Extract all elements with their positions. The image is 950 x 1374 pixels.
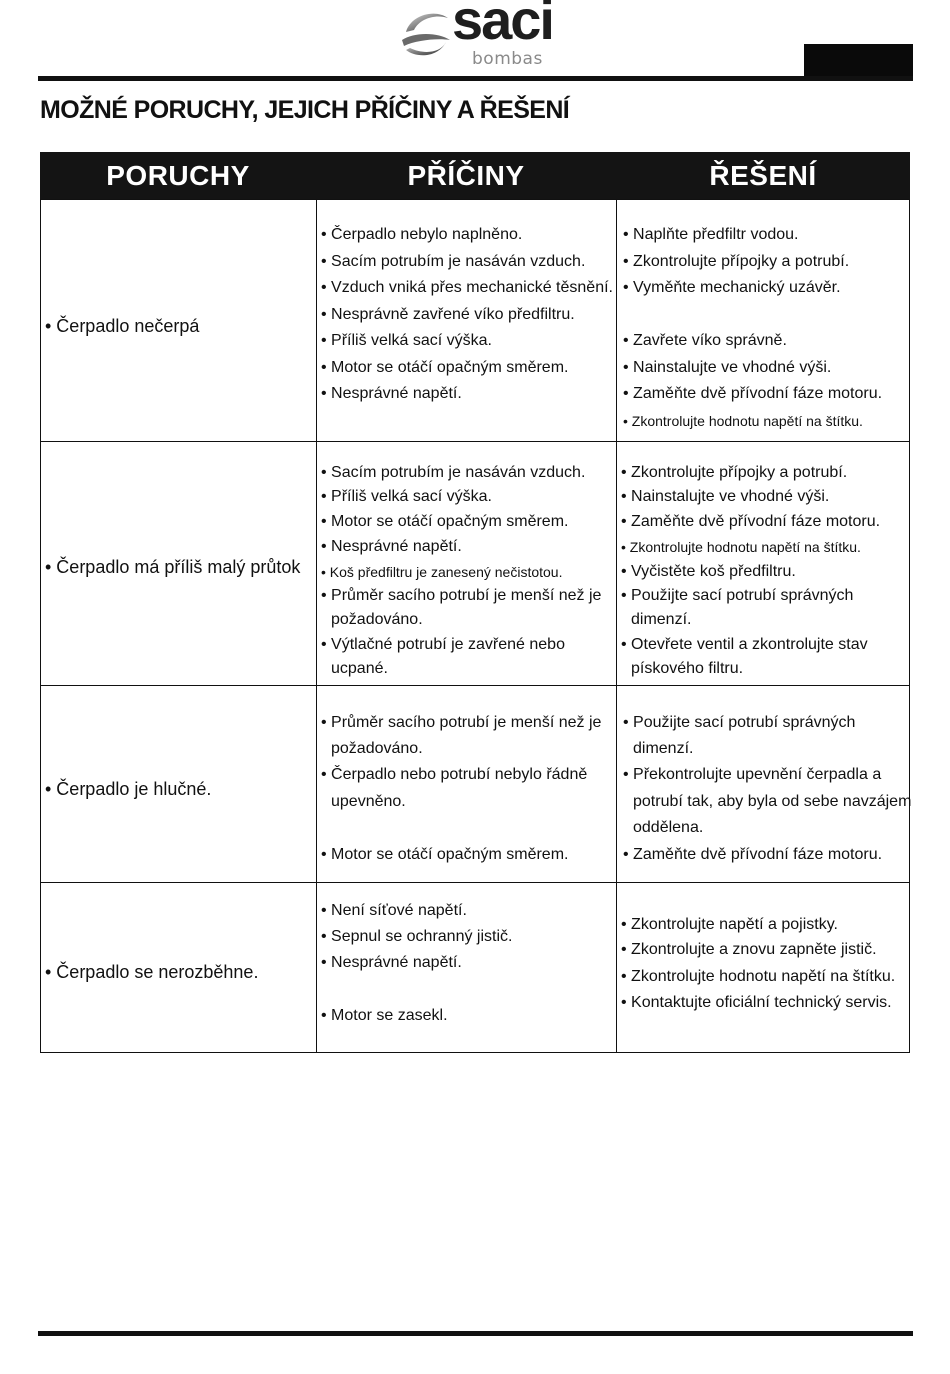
solution-line: • Vyčistěte koš předfiltru.	[621, 563, 796, 580]
solution-line: • Zaměňte dvě přívodní fáze motoru.	[623, 385, 883, 402]
solution-line: • Použijte sací potrubí správných	[623, 714, 856, 731]
cause-line: požadováno.	[331, 611, 423, 628]
solution-line: • Kontaktujte oficiální technický servis.	[621, 994, 892, 1011]
solution-line: potrubí tak, aby byla od sebe navzájem	[633, 793, 912, 810]
cause-line: • Čerpadlo nebo potrubí nebylo řádně	[321, 766, 588, 783]
column-divider	[316, 200, 317, 1052]
troubleshooting-table	[40, 152, 910, 1053]
solution-line: • Zkontrolujte hodnotu napětí na štítku.	[621, 539, 861, 555]
solution-line: • Použijte sací potrubí správných	[621, 587, 854, 604]
header-causes: PŘÍČINY	[407, 160, 525, 191]
cause-line: • Nesprávné napětí.	[321, 538, 462, 555]
fault-cell: • Čerpadlo nečerpá	[45, 316, 200, 336]
column-divider	[616, 200, 617, 1052]
table-header	[40, 152, 910, 199]
cause-line: • Sacím potrubím je nasáván vzduch.	[321, 464, 586, 481]
solution-line: • Zaměňte dvě přívodní fáze motoru.	[623, 846, 883, 863]
cause-line: • Sacím potrubím je nasáván vzduch.	[321, 253, 586, 270]
cause-line: • Koš předfiltru je zanesený nečistotou.	[321, 564, 563, 580]
solution-line: dimenzí.	[633, 740, 694, 757]
solution-line: • Zaměňte dvě přívodní fáze motoru.	[621, 513, 881, 530]
fault-cell: • Čerpadlo se nerozběhne.	[45, 962, 259, 982]
solution-line: • Zkontrolujte hodnotu napětí na štítku.	[623, 413, 863, 429]
cause-line: • Čerpadlo nebylo naplněno.	[321, 226, 523, 243]
cause-line: • Výtlačné potrubí je zavřené nebo	[321, 636, 565, 653]
solution-line: • Zkontrolujte hodnotu napětí na štítku.	[621, 968, 896, 985]
cause-line: upevněno.	[331, 793, 406, 810]
cause-line: • Příliš velká sací výška.	[321, 488, 492, 505]
fault-cell: • Čerpadlo má příliš malý průtok	[45, 557, 301, 577]
cause-line: • Motor se zasekl.	[321, 1007, 448, 1024]
header-rule	[38, 76, 913, 81]
header-faults: PORUCHY	[106, 160, 250, 191]
brand-logo	[400, 0, 553, 70]
fault-cell: • Čerpadlo je hlučné.	[45, 779, 212, 799]
solution-line: pískového filtru.	[631, 660, 744, 677]
cause-line: • Nesprávně zavřené víko předfiltru.	[321, 306, 575, 323]
row-divider	[41, 441, 909, 442]
cause-line: • Příliš velká sací výška.	[321, 332, 492, 349]
solution-line: • Nainstalujte ve vhodné výši.	[621, 488, 830, 505]
solution-line: • Zkontrolujte a znovu zapněte jistič.	[621, 941, 877, 958]
cause-line: • Průměr sacího potrubí je menší než je	[321, 587, 602, 604]
solution-line: oddělena.	[633, 819, 704, 836]
solution-line: • Zavřete víko správně.	[623, 332, 787, 349]
cause-line: • Není síťové napětí.	[321, 902, 467, 919]
solution-line: dimenzí.	[631, 611, 692, 628]
header-solutions: ŘEŠENÍ	[709, 160, 817, 191]
solution-line: • Nainstalujte ve vhodné výši.	[623, 359, 832, 376]
footer-rule	[38, 1331, 913, 1336]
saci-swirl-icon	[400, 10, 452, 60]
solution-line: • Překontrolujte upevnění čerpadla a	[623, 766, 882, 783]
cause-line: • Sepnul se ochranný jistič.	[321, 928, 513, 945]
cause-line: • Motor se otáčí opačným směrem.	[321, 846, 569, 863]
brand-name: saci	[452, 0, 553, 51]
solution-line: • Zkontrolujte přípojky a potrubí.	[623, 253, 850, 270]
cause-line: • Nesprávné napětí.	[321, 954, 462, 971]
solution-line: • Zkontrolujte přípojky a potrubí.	[621, 464, 848, 481]
row-divider	[41, 685, 909, 686]
solution-line: • Zkontrolujte napětí a pojistky.	[621, 916, 838, 933]
cause-line: požadováno.	[331, 740, 423, 757]
page-title: MOŽNÉ PORUCHY, JEJICH PŘÍČINY A ŘEŠENÍ	[40, 96, 570, 124]
solution-line: • Naplňte předfiltr vodou.	[623, 226, 799, 243]
row-divider	[41, 882, 909, 883]
solution-line: • Vyměňte mechanický uzávěr.	[623, 279, 841, 296]
cause-line: • Nesprávné napětí.	[321, 385, 462, 402]
cause-line: • Průměr sacího potrubí je menší než je	[321, 714, 602, 731]
cause-line: ucpané.	[331, 660, 388, 677]
solution-line: • Otevřete ventil a zkontrolujte stav	[621, 636, 868, 653]
table-body	[40, 199, 910, 1053]
brand-sub: bombas	[472, 49, 543, 69]
cause-line: • Vzduch vniká přes mechanické těsnění.	[321, 279, 613, 296]
cause-line: • Motor se otáčí opačným směrem.	[321, 513, 569, 530]
cause-line: • Motor se otáčí opačným směrem.	[321, 359, 569, 376]
